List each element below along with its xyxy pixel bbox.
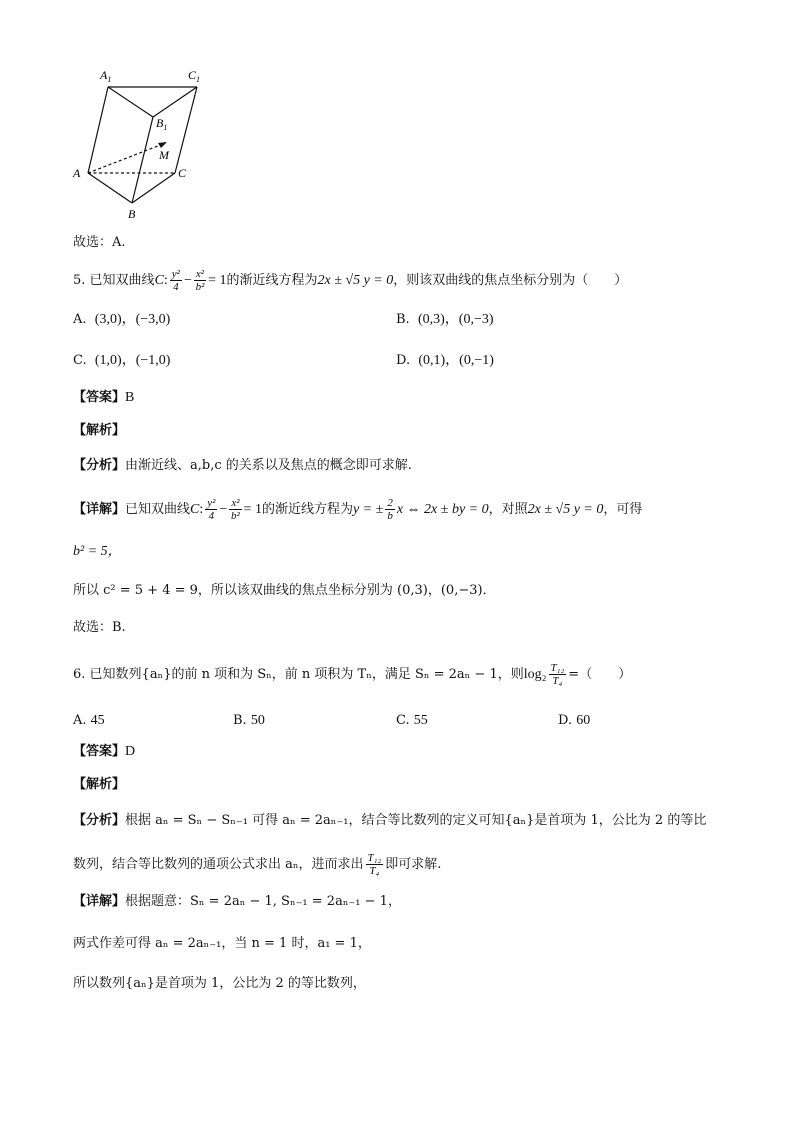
label-b: B: [128, 207, 136, 221]
edge-a1a: [88, 87, 108, 173]
label-c1: C: [188, 68, 197, 82]
label-a: A: [73, 166, 81, 180]
svg-text:A1: $A_1$: [100, 68, 112, 84]
q6-option-b: B. 50: [233, 713, 265, 728]
svg-text:B1: $B_1$: [156, 116, 168, 132]
prism-figure: [70, 66, 220, 226]
q5-option-d: D. (0,1)，(0,−1): [396, 353, 494, 368]
q6-option-c: C. 55: [396, 713, 428, 728]
q6-xiangjie-line2: 两式作差可得 aₙ = 2aₙ₋₁，当 n = 1 时，a₁ = 1，: [73, 936, 371, 951]
q5-option-c: C. (1,0)，(−1,0): [73, 353, 171, 368]
q6-answer: 【答案】D: [73, 744, 136, 759]
segment-am-hidden: [88, 144, 163, 173]
q5-xiangjie: 【详解】已知双曲线C: $\frac{\text{y²}}{4}$ − $\frac{\text{x²}}{\text{b²}}$ = 1的渐近线方程为y = ± $\frac{2}{b}$ x ⇔ 2x ± by = 0，对照2x ± √5 y = 0，可得: [73, 497, 643, 522]
q6-xiangjie: 【详解】根据题意：Sₙ = 2aₙ − 1, Sₙ₋₁ = 2aₙ₋₁ − 1，: [73, 894, 401, 909]
q6-xiangjie-line3: 所以数列{aₙ}是首项为 1，公比为 2 的等比数列，: [73, 976, 366, 991]
q6-option-a: A. 45: [73, 713, 105, 728]
q6-fenxi-line2: 数列，结合等比数列的通项公式求出 aₙ，进而求出 $\frac{\text{T₁₂}}{\text{T₄}}$ 即可求解.: [73, 852, 442, 877]
q5-c-squared: 所以 c² = 5 + 4 = 9，所以该双曲线的焦点坐标分别为 (0,3)，(0,−3)．: [73, 583, 496, 598]
q5-answer: 【答案】B: [73, 390, 135, 405]
edge-ab: [88, 173, 132, 203]
q5-fenxi: 【分析】由渐近线、a,b,c 的关系以及焦点的概念即可求解.: [73, 458, 412, 473]
q6-fenxi-line1: 【分析】根据 aₙ = Sₙ − Sₙ₋₁ 可得 aₙ = 2aₙ₋₁，结合等比数列的定义可知{aₙ}是首项为 1，公比为 2 的等比: [73, 813, 707, 828]
label-a1: A: [100, 68, 108, 82]
q6-option-d: D. 60: [558, 713, 591, 728]
edge-a1b1: [108, 87, 153, 117]
q6-jiexi: 【解析】: [73, 777, 126, 792]
label-m: M: [159, 148, 169, 162]
svg-text:C1: $C_1$: [188, 68, 201, 84]
label-b1: B: [156, 116, 164, 130]
q5-option-a: A. (3,0)，(−3,0): [73, 312, 171, 327]
q5-b-squared: b² = 5，: [73, 544, 122, 559]
label-c: C: [178, 166, 187, 180]
q5-stem: 5. 已知双曲线C: $\frac{\text{y²}}{4}$ − $\frac{\text{x²}}{\text{b²}}$ = 1的渐近线方程为2x ± √5 y = 0，则该双曲线的焦点坐标分别为（ ）: [73, 268, 628, 293]
q5-jiexi: 【解析】: [73, 423, 126, 438]
prev-answer-line: 故选：A.: [73, 235, 126, 250]
q6-stem: 6. 已知数列{aₙ}的前 n 项和为 Sₙ，前 n 项积为 Tₙ，满足 Sₙ = 2aₙ − 1，则log₂ $\frac{\text{T₁₂}}{\text{T₄}}$ =（ ）: [73, 662, 632, 687]
q5-end: 故选：B.: [73, 620, 126, 635]
q5-option-b: B. (0,3)，(0,−3): [396, 312, 494, 327]
